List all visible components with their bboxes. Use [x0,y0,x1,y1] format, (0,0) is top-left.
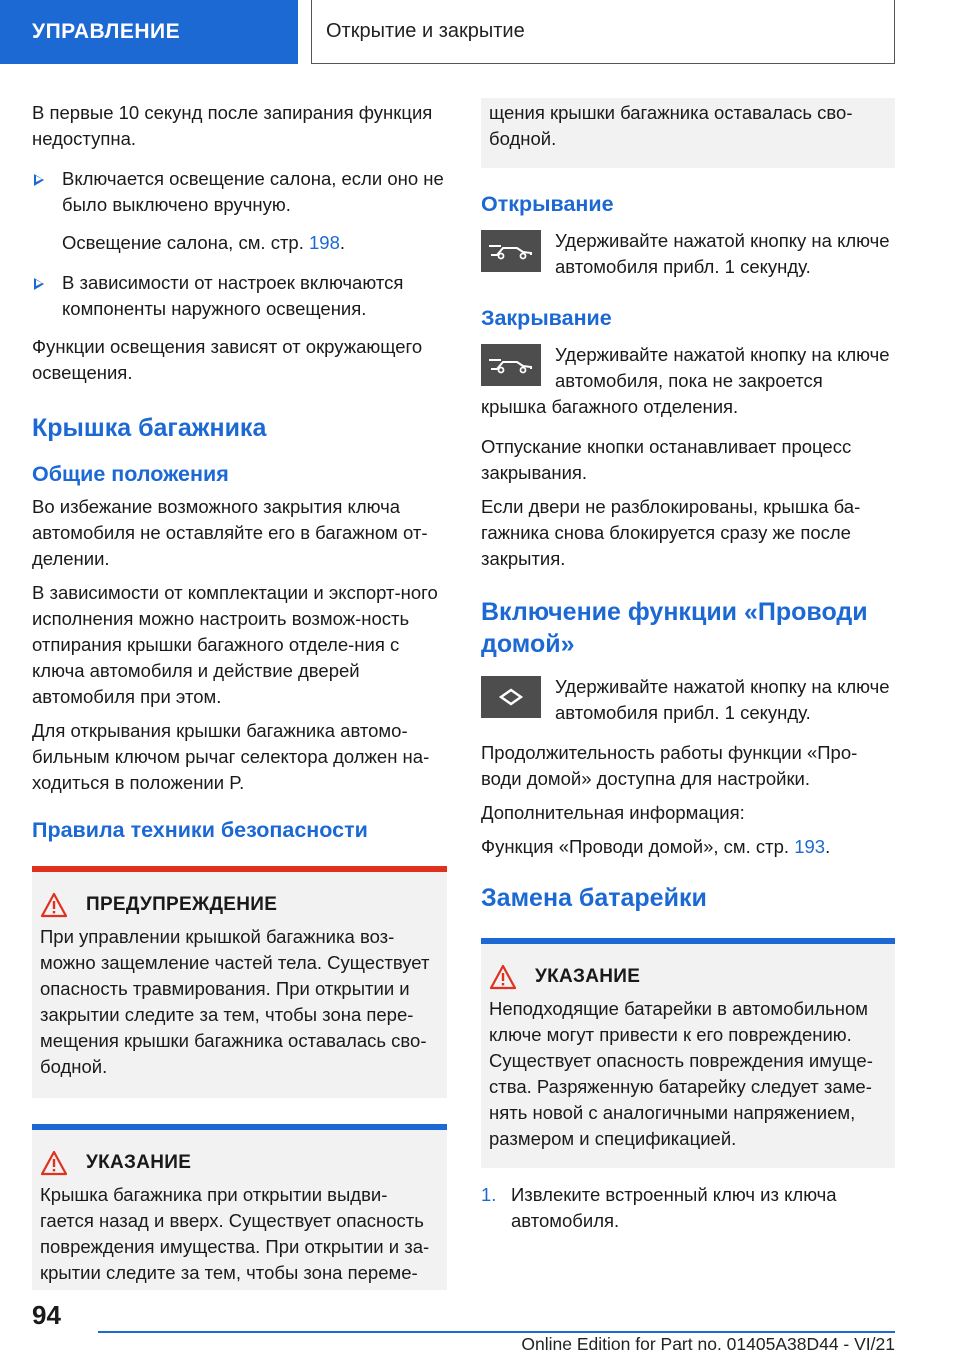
diamond-button-icon [481,676,541,718]
header-topic-label: Открытие и закрытие [326,20,525,42]
notice-box [32,1124,447,1290]
instruction-text: Удерживайте нажатой кнопку на ключе автомобиля прибл. 1 секунду. [555,676,890,723]
bullet-triangle-icon [34,278,44,290]
bullet-item [32,166,447,218]
intro-paragraph: В первые 10 секунд после запирания функция недоступна. [32,102,433,149]
notice-text: Крышка багажника при открытии выдви-гается назад и вверх. Существует опасность повреждения имущества. При открытии и за-крытии следите за тем, чтобы зона переме- [40,1184,430,1283]
warning-triangle-icon [489,964,517,990]
key-instruction [481,342,895,394]
footer-edition: Online Edition for Part no. 01405A38D44 - VI/21 [521,1334,895,1354]
key-instruction [481,228,895,280]
warning-text: При управлении крышкой багажника воз-можно защемление частей тела. Существует опасность травмирования. При открытии и закрытии следите за тем, чтобы зона пере-мещения крышки багажника оставалась сво-бодной. [40,926,430,1077]
notice-box-continued [481,98,895,168]
header-section: УПРАВЛЕНИЕ [0,0,298,64]
paragraph: В зависимости от комплектации и экспорт-ного исполнения можно настроить возмож-ность отпирания крышки багажного отделе-ния с ключа автомобиля и действие дверей автомобиля при этом. [32,582,438,707]
section-heading: Замена батарейки [481,884,707,912]
header-topic [311,0,895,64]
page-link[interactable]: 193 [794,836,826,857]
cross-reference [32,230,447,256]
trunk-button-icon [481,230,541,272]
subsection-heading: Правила техники безопасности [32,818,368,842]
reference-dot: . [825,836,831,857]
paragraph: Для открывания крышки багажника автомо-бильным ключом рычаг селектора должен на-ходиться в положении P. [32,720,430,793]
notice-title: УКАЗАНИЕ [535,966,641,987]
notice-box [481,938,895,1168]
section-heading: Включение функции «Проводи домой» [481,598,868,658]
key-instruction [481,674,895,726]
step-number: 1. [481,1184,497,1205]
right-column [481,100,895,1234]
cross-reference [481,834,895,860]
notice-title: УКАЗАНИЕ [86,1152,192,1173]
bullet-text: Включается освещение салона, если оно не было выключено вручную. [62,168,444,215]
left-column [32,100,447,1290]
instruction-text: Удерживайте нажатой кнопку на ключе автомобиля, пока не закроется [555,344,890,391]
subsection-heading: Общие положения [32,462,229,486]
footer-divider [98,1331,895,1333]
notice-title-row [489,964,887,990]
bullet-triangle-icon [34,174,44,186]
reference-text: Освещение салона, см. стр. [62,232,309,253]
warning-triangle-icon [40,892,68,918]
notice-text: Неподходящие батарейки в автомобильном ключе могут привести к его повреждению. Существует опасность повреждения имуще-ства. Разряженную батарейку следует заме-нять новой с аналогичными напряжением, размером и спецификацией. [489,998,873,1149]
warning-title-row [40,892,439,918]
page-link[interactable]: 198 [309,232,340,253]
paragraph: Во избежание возможного закрытия ключа автомобиля не оставляйте его в багажном от-делении. [32,496,428,569]
bullet-item [32,270,447,322]
paragraph: Дополнительная информация: [481,802,745,823]
instruction-text: Удерживайте нажатой кнопку на ключе автомобиля прибл. 1 секунду. [555,230,890,277]
paragraph: Функции освещения зависят от окружающего освещения. [32,336,423,383]
warning-title: ПРЕДУПРЕЖДЕНИЕ [86,894,278,915]
section-heading: Крышка багажника [32,414,267,442]
step-text: Извлеките встроенный ключ из ключа автомобиля. [511,1184,837,1231]
notice-title-row [40,1150,439,1176]
page-number: 94 [32,1300,61,1330]
warning-box [32,866,447,1098]
paragraph: Отпускание кнопки останавливает процесс закрывания. [481,436,852,483]
subsection-heading: Открывание [481,192,614,216]
paragraph: Если двери не разблокированы, крышка ба-гажника снова блокируется сразу же после закрытия. [481,496,861,569]
numbered-step [481,1182,895,1234]
paragraph: Продолжительность работы функции «Про-води домой» доступна для настройки. [481,742,858,789]
subsection-heading: Закрывание [481,306,612,330]
bullet-text: В зависимости от настроек включаются компоненты наружного освещения. [62,272,404,319]
trunk-button-icon [481,344,541,386]
instruction-text-continued: крышка багажного отделения. [481,396,739,417]
notice-text: щения крышки багажника оставалась сво-бодной. [489,102,853,149]
warning-triangle-icon [40,1150,68,1176]
reference-dot: . [339,232,346,253]
reference-text: Функция «Проводи домой», см. стр. [481,836,795,857]
